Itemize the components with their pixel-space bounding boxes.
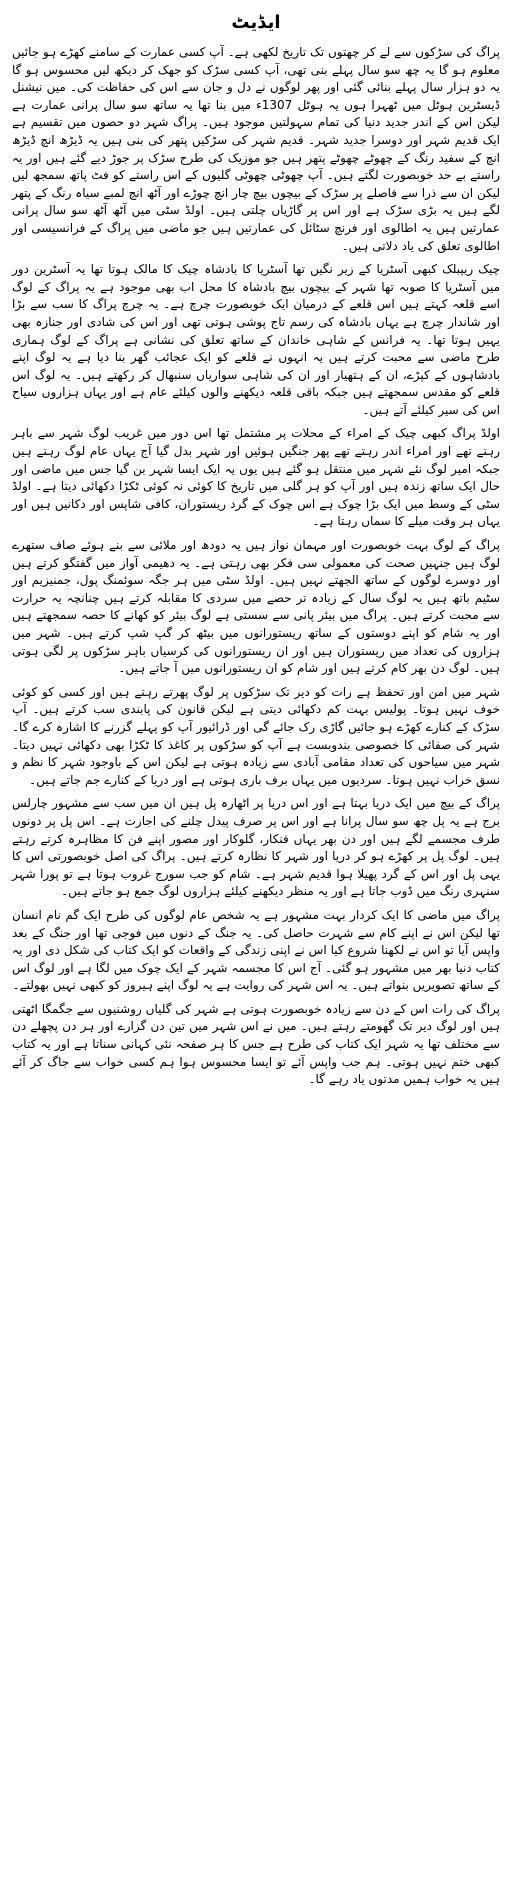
article-paragraph: پراگ کے لوگ بہت خوبصورت اور مہمان نواز ہیں یہ دودھ اور ملائی سے بنے ہوئے صاف ستھرے لوگ ہیں جنہیں صحت کی معمولی سی فکر بھی رہتی ہے۔ یہ دھیمی آواز میں گفتگو کرتے ہیں اور دوسرے لوگوں کے ساتھ الجھتے نہیں ہیں۔ اولڈ سٹی میں ہر جگہ سوئمنگ پول، جمنیزیم اور سٹیم باتھ ہیں یہ لوگ سال کے زیادہ تر حصے میں سردی کا مقابلہ کرتے ہیں چنانچہ یہ حرارت سے محبت کرتے ہیں۔ پراگ میں بیئر پانی سے سستی ہے لوگ بیئر کو کھانے کا حصہ سمجھتے ہیں اور یہ شام کو اپنے دوستوں کے ساتھ ریستورانوں میں بیٹھ کر گپ شپ کرتے ہیں۔ شہر میں ہزاروں کی تعداد میں ریستوران ہیں اور ان ریستورانوں کی کرسیاں باہر سڑکوں پر لگی ہوتی ہیں۔ لوگ دن بھر کام کرتے ہیں اور شام کو ان ریستورانوں میں آ جاتے ہیں۔	[12, 538, 500, 676]
article-paragraph: پراگ کی رات اس کے دن سے زیادہ خوبصورت ہوتی ہے شہر کی گلیاں روشنیوں سے جگمگا اٹھتی ہیں اور لوگ دیر تک گھومتے رہتے ہیں۔ میں نے اس شہر میں تین دن گزارے اور ہر دن پچھلے دن سے مختلف تھا یہ شہر ایک کتاب کی طرح ہے جس کا ہر صفحہ نئی کہانی سناتا ہے اور یہ کتاب کبھی ختم نہیں ہوتی۔ ہم جب واپس آئے تو ایسا محسوس ہوا ہم کسی خواب سے جاگ کر آئے ہیں یہ خواب ہمیں مدتوں یاد رہے گا۔	[12, 1001, 500, 1087]
article-title: ایڈیٹ	[231, 12, 281, 33]
article-paragraph: پراگ کی سڑکوں سے لے کر چھتوں تک تاریخ لکھی ہے۔ آپ کسی عمارت کے سامنے کھڑے ہو جائیں معلوم ہو گا یہ چھ سو سال پہلے بنی تھی، آپ کسی سڑک کو جھک کر دیکھ لیں محسوس ہو گا یہ دو ہزار سال پہلے بنائی گئی اور پھر لوگوں نے دل و جان سے اس کی حفاظت کی۔ میں نیشنل ڈیسٹرین ہوٹل میں ٹھہرا ہوں یہ ہوٹل 1307ء میں بنا تھا یہ ساتھ سو سال پرانی عمارت ہے لیکن اس کے اندر جدید دنیا کی تمام سہولتیں موجود ہیں۔ پراگ شہر دو حصوں میں تقسیم ہے ایک قدیم شہر اور دوسرا جدید شہر۔ قدیم شہر کی سڑکیں پتھر کی بنی ہیں یہ ڈیڑھ انچ ڈیڑھ انچ کے سفید رنگ کے چھوٹے چھوٹے پتھر ہیں جو موزیک کی طرح سڑک پر جوڑ دیے گئے ہیں اور یہ راستے بے حد خوبصورت لگتے ہیں۔ آپ چھوٹی چھوٹی گلیوں کے اس راستے کو فٹ پاتھ سمجھ لیں لیکن ان سے ذرا سے فاصلے پر سڑک کے بیچوں بیچ چار انچ چوڑے اور آٹھ انچ لمبے سیاہ رنگ کے پتھر لگے ہیں یہ بڑی سڑک ہے اور اس پر گاڑیاں چلتی ہیں۔ اولڈ سٹی میں آٹھ آٹھ سو سال پرانی عمارتیں ہیں یہ اطالوی اور فرنچ سٹائل کی عمارتیں ہیں جو ماضی میں پراگ کے فرانسیسی اور اطالوی تعلق کی یاد دلاتی ہیں۔	[12, 45, 501, 253]
article-paragraph: پراگ کے بیچ میں ایک دریا بہتا ہے اور اس دریا پر اٹھارہ پل ہیں ان میں سب سے مشہور چارلس برج ہے یہ پل چھ سو سال پرانا ہے اور اس پر صرف پیدل چلنے کی اجازت ہے۔ اس پل پر دونوں طرف مجسمے لگے ہیں اور دن بھر یہاں فنکار، گلوکار اور مصور اپنے فن کا مظاہرہ کرتے رہتے ہیں۔ لوگ پل پر کھڑے ہو کر دریا اور شہر کا نظارہ کرتے ہیں۔ پراگ کی اصل خوبصورتی اس کا یہی پل اور اس کے گرد پھیلا ہوا قدیم شہر ہے۔ شام کو جب سورج غروب ہوتا ہے تو پورا شہر سنہری رنگ میں ڈوب جاتا ہے اور یہ منظر دیکھنے کیلئے ہزاروں لوگ جمع ہو جاتے ہیں۔	[12, 796, 500, 899]
article-paragraph: چیک ریپبلک کبھی آسٹریا کے زیر نگیں تھا آسٹریا کا بادشاہ چیک کا مالک ہوتا تھا یہ آسٹرین دور میں آسٹریا کا صوبہ تھا شہر کے بیچوں بیچ بادشاہ کا محل اب بھی موجود ہے یہ پراگ کے لوگ اسے قلعہ کہتے ہیں اس قلعے کے درمیان ایک خوبصورت چرچ ہے۔ یہ چرچ پراگ کا سب سے بڑا اور شاندار چرچ ہے یہاں بادشاہ کی رسم تاج پوشی ہوتی تھی اور اس کی شادی اور جنازہ بھی یہیں ہوتا تھا۔ یہ فرانس کے شاہی خاندان کے ساتھ تعلق کی نشانی ہے پراگ کے لوگ ہماری طرح ماضی سے محبت کرتے ہیں یہ انہوں نے قلعے کو ایک عجائب گھر بنا دیا ہے یہ لوگ اپنے بادشاہوں کے کپڑے، ان کے ہتھیار اور ان کی شاہی سواریاں سنبھال کر رکھتے ہیں۔ یہ لوگ اس قلعے کو مقدس سمجھتے ہیں جبکہ باقی قلعہ دیکھنے والوں کیلئے عام ہے اور یہاں ہزاروں سیاح اس کی سیر کیلئے آتے ہیں۔	[12, 262, 500, 417]
article-paragraph: پراگ میں ماضی کا ایک کردار بہت مشہور ہے یہ شخص عام لوگوں کی طرح ایک گم نام انسان تھا لیکن اس نے اپنے کام سے شہرت حاصل کی۔ یہ جنگ کے دنوں میں فوجی تھا اور جنگ کے بعد واپس آیا تو اس نے لکھنا شروع کیا اس نے اپنی زندگی کے واقعات کو ایک کتاب کی شکل دی اور یہ کتاب دنیا بھر میں مشہور ہو گئی۔ آج اس کا مجسمہ شہر کے ایک چوک میں لگا ہے اور لوگ اس کے ساتھ تصویریں بنواتے ہیں۔ یہ اس شہر کی روایت ہے یہ لوگ اپنے ہیروز کو کبھی نہیں بھولتے۔	[12, 907, 500, 993]
article-paragraph: اولڈ پراگ کبھی چیک کے امراء کے محلات پر مشتمل تھا اس دور میں غریب لوگ شہر سے باہر رہتے تھے اور امراء اندر رہتے تھے پھر جنگیں ہوئیں اور شہر بدل گیا آج یہاں عام لوگ رہتے ہیں جبکہ امیر لوگ نئے شہر میں منتقل ہو گئے ہیں یوں یہ ایک ایسا شہر بن گیا جس میں ماضی اور حال ایک ساتھ زندہ ہیں اور آپ کو ہر گلی میں تاریخ کا کوئی نہ کوئی ٹکڑا دکھائی دیتا ہے۔ اولڈ سٹی کے وسط میں ایک بڑا چوک ہے اس چوک کے گرد ریستوران، کافی شاپس اور دکانیں ہیں اور یہاں ہر وقت میلے کا سماں رہتا ہے۔	[12, 426, 500, 529]
article-paragraph: شہر میں امن اور تحفظ ہے رات کو دیر تک سڑکوں پر لوگ پھرتے رہتے ہیں اور کسی کو کوئی خوف نہیں ہوتا۔ پولیس بہت کم دکھائی دیتی ہے لیکن قانون کی پابندی سب کرتے ہیں۔ آپ سڑک کے کنارے کھڑے ہو جائیں گاڑی رک جائے گی اور ڈرائیور آپ کو پہلے گزرنے کا اشارہ کرے گا۔ شہر کی صفائی کا خصوصی بندوبست ہے آپ کو سڑکوں پر کاغذ کا ٹکڑا بھی دکھائی نہیں دیتا۔ شہر میں سیاحوں کی تعداد مقامی آبادی سے زیادہ ہوتی ہے لیکن اس کے باوجود شہر کا نظم و نسق خراب نہیں ہوتا۔ سردیوں میں یہاں برف باری ہوتی ہے اور دریا کے کنارے جم جاتے ہیں۔	[12, 684, 500, 787]
